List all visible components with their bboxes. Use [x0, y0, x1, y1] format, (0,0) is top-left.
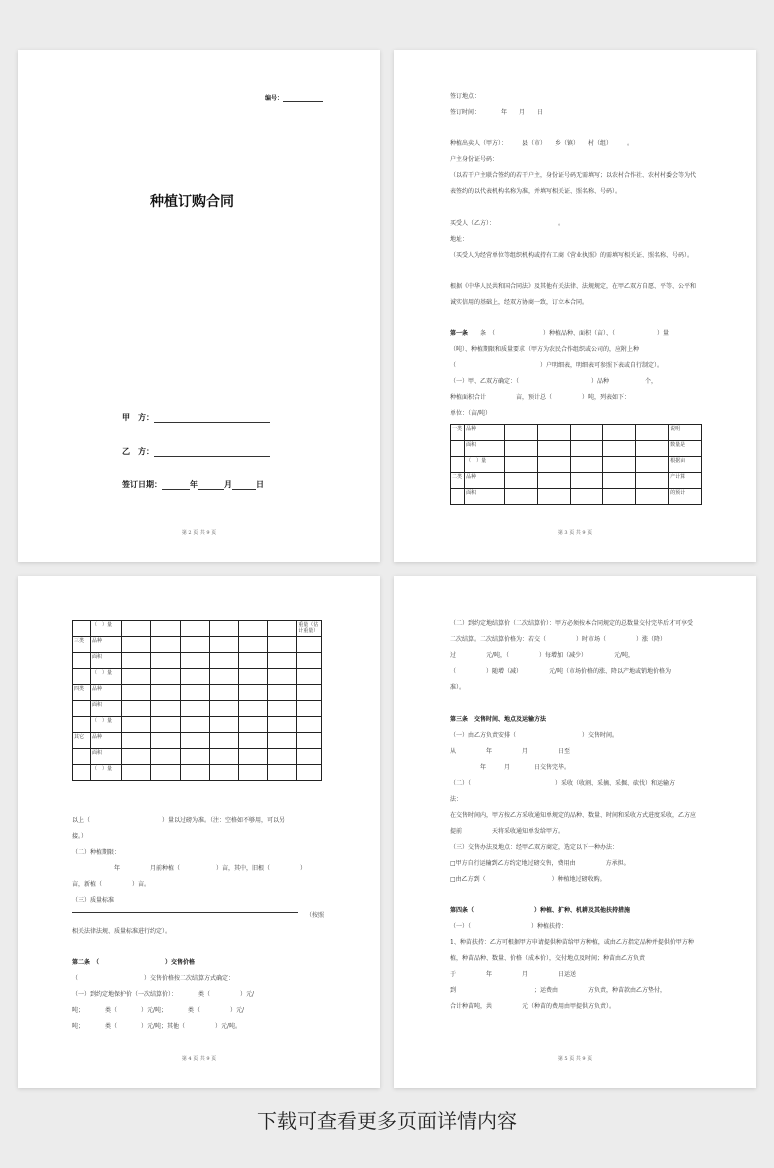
text-line: 提前 天将采收通知单发给甲方。 [450, 828, 565, 835]
year-blank [162, 483, 190, 490]
table-cell [73, 669, 91, 685]
table-cell [297, 733, 322, 749]
table-cell [122, 701, 151, 717]
party-b-blank [154, 450, 270, 457]
contract-title: 种植订购合同 [150, 194, 234, 210]
table-cell: 数量是 [669, 441, 702, 457]
article-4-heading: 第四条（ ）种植、扩种、机耕及其他扶持措施 [450, 907, 631, 914]
table-cell [151, 717, 180, 733]
table-cell [151, 701, 180, 717]
text-line: 吨； 类（ ）元/吨； 类（ ）元/ [72, 1007, 245, 1014]
table-cell [297, 765, 322, 781]
table-cell [268, 749, 297, 765]
table-cell [504, 457, 537, 473]
text-line: 地址： [450, 236, 469, 243]
text-line: （吨）、种植期限和质量要求（甲方为农民合作组织或公司的，应附上种 [450, 346, 640, 353]
table-cell [636, 425, 669, 441]
party-a-blank [154, 416, 270, 423]
table-cell [603, 489, 636, 505]
table-cell [603, 441, 636, 457]
table-cell: 品种 [465, 473, 505, 489]
table-cell [504, 489, 537, 505]
text-line: 单位：（亩/吨） [450, 410, 492, 417]
text-line: （一）由乙方负责安排（ ）交售时间。 [450, 732, 619, 739]
table-cell: （ ）量 [465, 457, 505, 473]
month-blank [198, 483, 224, 490]
table-cell [180, 765, 209, 781]
article-3-heading: 第三条 交售时间、地点及运输方法 [450, 716, 547, 723]
table-cell [297, 749, 322, 765]
table-cell: 二类 [451, 473, 465, 489]
table-cell: 产计算 [669, 473, 702, 489]
table-row [73, 669, 322, 685]
table-cell [122, 717, 151, 733]
table-cell [151, 669, 180, 685]
text-line: 到 ；运费由 方负责，种苗款由乙方垫付， [450, 987, 667, 994]
table-cell: （ ）量 [90, 717, 121, 733]
table-cell: 重量（估计重量） [297, 621, 322, 637]
text-line: （二）种植期限： [72, 849, 121, 856]
table-cell [268, 653, 297, 669]
table-cell [504, 473, 537, 489]
table-cell [73, 653, 91, 669]
table-cell [297, 637, 322, 653]
table-cell [603, 425, 636, 441]
page-footer: 第 4 页 共 9 页 [181, 1056, 217, 1062]
table-cell [504, 441, 537, 457]
table-cell: （ ）量 [90, 765, 121, 781]
table-cell [297, 685, 322, 701]
article-2-heading: 第二条 （ ）交售价格 [72, 959, 196, 966]
table-cell [570, 425, 603, 441]
table-row [451, 473, 702, 489]
text-line: （三）质量标准 [72, 897, 115, 904]
table-cell [570, 473, 603, 489]
day-label: 日 [256, 480, 264, 489]
text-line: 法： [450, 796, 463, 803]
table-cell: 面积 [90, 653, 121, 669]
planting-table [450, 424, 702, 505]
table-cell: 面积 [465, 489, 505, 505]
text-line: 表签约的以代表机构名称为准，并填写相关证、照名称、号码）。 [450, 188, 622, 195]
table-row [451, 441, 702, 457]
table-cell: 一类 [451, 425, 465, 441]
table-cell: 面积 [90, 749, 121, 765]
table-cell [238, 733, 267, 749]
table-cell [570, 489, 603, 505]
party-a-line [122, 412, 270, 423]
table-cell: 品种 [90, 637, 121, 653]
table-cell [209, 637, 238, 653]
table-cell [238, 701, 267, 717]
table-cell [268, 637, 297, 653]
text-line: 植，种苗品种、数量、价格（成本价），交付地点及时间；种苗由乙方负责 [450, 955, 646, 962]
party-a-label: 甲 方： [122, 413, 154, 422]
text-line: 年 月前种植（ ）亩，其中，旧根（ ） [72, 865, 307, 872]
table-cell [209, 733, 238, 749]
table-cell: 根据亩 [669, 457, 702, 473]
table-cell [151, 653, 180, 669]
table-cell [268, 685, 297, 701]
contract-number-label: 编号： [265, 95, 284, 102]
table-cell [209, 621, 238, 637]
table-cell [297, 669, 322, 685]
day-blank [232, 483, 256, 490]
text-line: 签订地点： [450, 93, 481, 100]
text-line: （二）到约定地结算价（二次结算价）：甲方必须按本合同规定的总数量交付完毕后才可享受 [450, 620, 694, 627]
table-cell [603, 473, 636, 489]
table-cell [209, 685, 238, 701]
article-1-line [450, 330, 669, 338]
table-row [73, 637, 322, 653]
table-cell: 三类 [73, 637, 91, 653]
table-cell [122, 621, 151, 637]
text-line: 种植面积合计 亩，预计总（ ）吨，列表如下： [450, 394, 631, 401]
text-line: （一）（ ）种植扶持： [450, 923, 568, 930]
table-cell [238, 653, 267, 669]
text-line: 亩，新植（ ）亩。 [72, 881, 151, 888]
article-1-text: 条 （ ）种植品种、面积（亩）、（ ）量 [468, 330, 670, 337]
table-cell [636, 457, 669, 473]
table-cell [73, 749, 91, 765]
table-cell [297, 717, 322, 733]
table-row [73, 685, 322, 701]
text-line: 二次结算。二次结算价格为：若交（ ）时市场（ ）涨（降） [450, 636, 667, 643]
table-cell [570, 441, 603, 457]
table-row [73, 749, 322, 765]
document-page-cover [18, 50, 380, 562]
table-cell [268, 701, 297, 717]
table-cell [73, 765, 91, 781]
table-cell [122, 669, 151, 685]
table-cell [180, 733, 209, 749]
table-row [73, 733, 322, 749]
party-b-line [122, 446, 270, 457]
table-cell [268, 733, 297, 749]
table-cell: 四类 [73, 685, 91, 701]
table-row [73, 701, 322, 717]
text-line: （买受人为经营单位等组织机构或持有工商《营业执照》的需填写相关证、照名称、号码）。 [450, 252, 694, 259]
table-cell [209, 765, 238, 781]
text-line: 诚实信用的基础上，经双方协商一致，订立本合同。 [450, 299, 589, 306]
text-line: （ ）随增（减） 元/吨（市场价格的涨、降以产地或销地价格为 [450, 668, 672, 675]
sign-date-line [122, 479, 264, 490]
table-cell [268, 765, 297, 781]
text-line: 1、种苗扶持：乙方可根据甲方申请提供种苗给甲方种植，或由乙方指定品种并提供价甲方种 [450, 939, 694, 946]
table-cell [636, 489, 669, 505]
table-cell [238, 621, 267, 637]
table-cell [636, 441, 669, 457]
table-cell [180, 653, 209, 669]
table-cell: 的预计 [669, 489, 702, 505]
table-cell: 说明 [669, 425, 702, 441]
table-cell [151, 765, 180, 781]
table-cell [151, 685, 180, 701]
table-cell [209, 717, 238, 733]
text-line: （一）甲、乙双方确定：（ ）品种 个， [450, 378, 658, 385]
text-line: 接。） [72, 833, 88, 840]
sign-date-label: 签订日期： [122, 480, 162, 489]
table-cell [122, 733, 151, 749]
table-cell [570, 457, 603, 473]
text-line: 种植出卖人（甲方）： 县（市） 乡（镇） 村（组） 。 [450, 140, 634, 147]
document-page-4 [18, 576, 380, 1088]
table-cell [122, 685, 151, 701]
table-cell [238, 685, 267, 701]
page-footer: 第 2 页 共 9 页 [181, 530, 217, 536]
table-row [451, 457, 702, 473]
text-line: 于 年 月 日运送 [450, 971, 577, 978]
table-cell [122, 637, 151, 653]
table-row [73, 717, 322, 733]
contract-number-blank [283, 95, 323, 102]
text-line: 准）。 [450, 684, 466, 691]
table-row [73, 621, 322, 637]
table-cell [180, 685, 209, 701]
text-line: 以上（ ）量以过磅为准。（注：空格如不够用，可以另 [72, 817, 286, 824]
table-cell [537, 473, 570, 489]
table-cell [122, 653, 151, 669]
table-cell [180, 717, 209, 733]
table-cell [238, 749, 267, 765]
table-cell [268, 621, 297, 637]
table-cell [180, 637, 209, 653]
text-line: 在交售时间内，甲方按乙方采收通知单规定的品种、数量、时间和采收方式进度采收，乙方应 [450, 812, 697, 819]
contract-number [265, 93, 323, 102]
table-cell: （ ）量 [90, 621, 121, 637]
table-cell [636, 473, 669, 489]
table-cell [537, 441, 570, 457]
text-line: 户主身份证号码： [450, 156, 499, 163]
table-cell [537, 489, 570, 505]
document-page-3 [394, 50, 756, 562]
table-cell [537, 457, 570, 473]
table-cell: 品种 [90, 685, 121, 701]
month-label: 月 [224, 480, 232, 489]
table-cell [238, 717, 267, 733]
text-line: 从 年 月 日至 [450, 748, 571, 755]
text-line: （按照 [306, 912, 325, 919]
table-cell [297, 701, 322, 717]
table-cell [73, 717, 91, 733]
table-cell [180, 701, 209, 717]
table-row [451, 489, 702, 505]
table-cell [180, 621, 209, 637]
table-cell [537, 425, 570, 441]
table-cell [268, 669, 297, 685]
text-line: 相关法律法规、质量标准进行约定）。 [72, 928, 172, 935]
text-line: 合计种苗吨，共 元（种苗的费用由甲提供方负责）。 [450, 1003, 616, 1010]
text-line: 签订时间： 年 月 日 [450, 109, 544, 116]
table-cell [73, 701, 91, 717]
table-cell [603, 457, 636, 473]
table-cell [451, 441, 465, 457]
year-label: 年 [190, 480, 198, 489]
text-line: 年 月 日交售完毕。 [450, 764, 571, 771]
download-caption: 下载可查看更多页面详情内容 [257, 1109, 517, 1133]
table-cell [238, 669, 267, 685]
table-row [451, 425, 702, 441]
table-row [73, 653, 322, 669]
table-row [73, 765, 322, 781]
table-cell [151, 733, 180, 749]
table-cell: （ ）量 [90, 669, 121, 685]
text-line: （三）交售办法及地点：经甲乙双方商定，选定以下一种办法： [450, 844, 619, 851]
table-cell [209, 669, 238, 685]
planting-table-continued [72, 620, 322, 781]
table-cell: 其它 [73, 733, 91, 749]
text-line: 买受人（乙方）： 。 [450, 220, 565, 227]
table-cell [151, 621, 180, 637]
text-line [72, 912, 298, 913]
text-line: □甲方自行运输到乙方约定地过磅交售，费用由 方承担。 [450, 860, 630, 867]
table-cell [180, 749, 209, 765]
party-b-label: 乙 方： [122, 447, 154, 456]
table-cell [209, 701, 238, 717]
table-cell [238, 637, 267, 653]
text-line: （ ）户明细表，明细表可参照下表或自行制定）。 [450, 362, 664, 369]
table-cell [209, 749, 238, 765]
table-cell [297, 653, 322, 669]
text-line: （一）到约定地保护价（一次结算价）： 类（ ）元/ [72, 991, 255, 998]
text-line: （以若干户主联合签约的若干户主，身份证号码无需填写；以农村合作社、农村村委会等为代 [450, 172, 697, 179]
table-cell: 面积 [465, 441, 505, 457]
text-line: （ ）交售价格按二次结算方式确定： [72, 975, 235, 982]
text-line: 吨； 类（ ）元/吨；其他（ ）元/吨。 [72, 1023, 242, 1030]
page-footer: 第 5 页 共 9 页 [557, 1056, 593, 1062]
table-cell [209, 653, 238, 669]
table-cell [451, 489, 465, 505]
text-line: （二）（ ）采收（收割、采摘、采掘、砍伐）和运输方 [450, 780, 676, 787]
table-cell [151, 637, 180, 653]
table-cell [122, 749, 151, 765]
table-cell [504, 425, 537, 441]
table-cell [180, 669, 209, 685]
table-cell: 面积 [90, 701, 121, 717]
text-line: □由乙方到（ ）种植地过磅收购。 [450, 876, 606, 883]
text-line: 过 元/吨，（ ）每增加（减少） 元/吨， [450, 652, 635, 659]
table-cell [451, 457, 465, 473]
table-cell [268, 717, 297, 733]
article-1-heading: 第一条 [450, 330, 469, 337]
table-cell [151, 749, 180, 765]
table-cell: 品种 [90, 733, 121, 749]
document-page-5 [394, 576, 756, 1088]
page-footer: 第 3 页 共 9 页 [557, 530, 593, 536]
table-cell [73, 621, 91, 637]
table-cell [238, 765, 267, 781]
table-cell [122, 765, 151, 781]
table-cell: 品种 [465, 425, 505, 441]
text-line: 根据《中华人民共和国合同法》及其他有关法律、法规规定，在甲乙双方自愿、平等、公平和 [450, 283, 697, 290]
